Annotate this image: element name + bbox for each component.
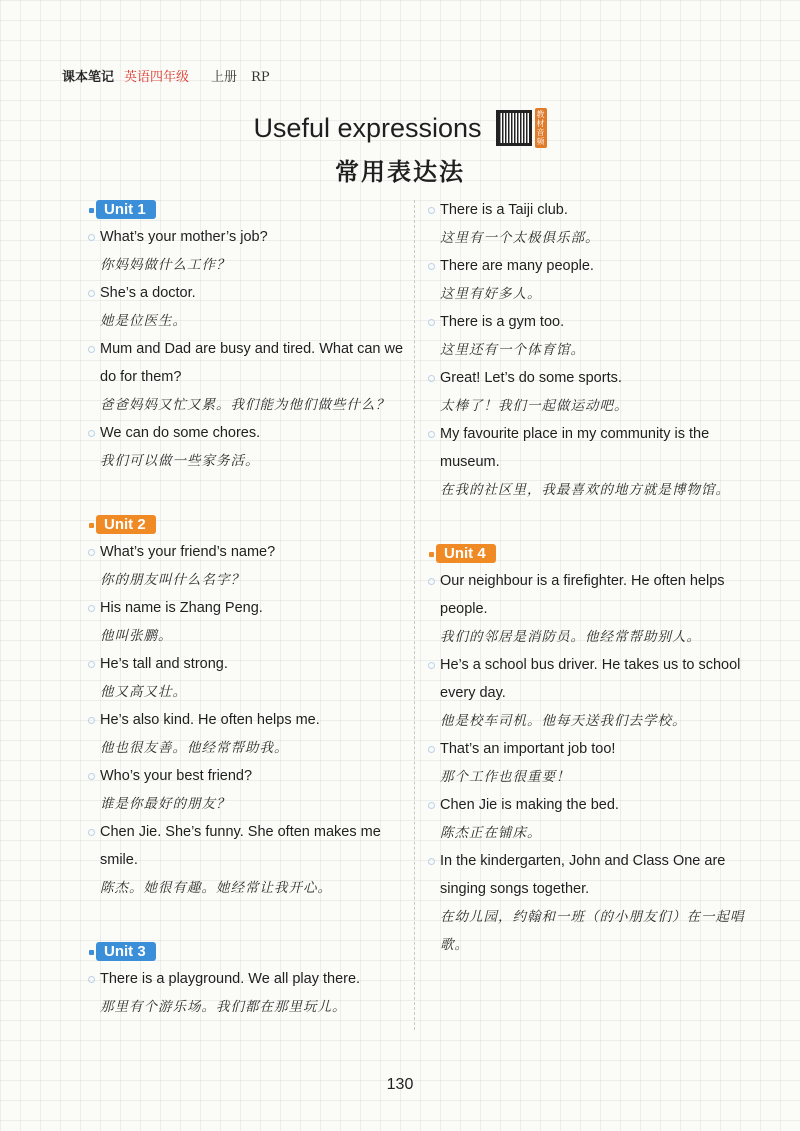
expression-chinese: 在我的社区里，我最喜欢的地方就是博物馆。 — [440, 482, 730, 498]
expression-english: What’s your friend’s name? — [100, 544, 276, 560]
expression-chinese: 这里还有一个体育馆。 — [440, 342, 585, 358]
qr-code-icon[interactable] — [496, 110, 532, 146]
expression-item — [84, 223, 410, 279]
expression-item — [424, 364, 754, 420]
book-name: 课本笔记 — [62, 70, 115, 85]
expression-item — [424, 252, 754, 308]
expression-item — [424, 196, 754, 252]
expression-item — [424, 735, 754, 791]
left-column — [84, 196, 410, 1021]
expression-english: There is a playground. We all play there. — [100, 971, 361, 987]
expression-item — [84, 594, 410, 650]
expression-english: Great! Let’s do some sports. — [440, 370, 622, 386]
expression-chinese: 她是位医生。 — [100, 313, 187, 329]
expression-item — [424, 308, 754, 364]
expression-english: She’s a doctor. — [100, 285, 196, 301]
expression-chinese: 谁是你最好的朋友？ — [100, 796, 231, 812]
grade-label: 英语四年级 — [124, 70, 190, 85]
expression-item — [424, 651, 754, 735]
expression-item — [84, 419, 410, 475]
expression-item — [84, 538, 410, 594]
expression-english: There are many people. — [440, 258, 594, 274]
expression-english: He’s also kind. He often helps me. — [100, 712, 320, 728]
page-title: Useful expressions — [253, 112, 482, 143]
expression-item — [424, 420, 754, 504]
expression-item — [424, 791, 754, 847]
expression-item — [84, 706, 410, 762]
title-english-row — [253, 108, 546, 148]
expression-english: Our neighbour is a firefighter. He often helps people. — [440, 573, 725, 617]
expression-item — [84, 650, 410, 706]
expression-item — [424, 847, 754, 959]
expression-chinese: 他叫张鹏。 — [100, 628, 173, 644]
unit-2-badge: Unit 2 — [96, 515, 156, 534]
expression-chinese: 他是校车司机。他每天送我们去学校。 — [440, 713, 687, 729]
expression-chinese: 在幼儿园，约翰和一班（的小朋友们）在一起唱歌。 — [440, 909, 745, 953]
expression-chinese: 这里有好多人。 — [440, 286, 542, 302]
expression-item — [84, 762, 410, 818]
expression-chinese: 这里有一个太极俱乐部。 — [440, 230, 600, 246]
expression-chinese: 那个工作也很重要！ — [440, 769, 571, 785]
expression-english: Chen Jie is making the bed. — [440, 797, 619, 813]
expression-english: He’s tall and strong. — [100, 656, 228, 672]
unit-4-badge: Unit 4 — [436, 544, 496, 563]
expression-chinese: 他又高又壮。 — [100, 684, 187, 700]
expression-english: He’s a school bus driver. He takes us to school every day. — [440, 657, 741, 701]
expression-chinese: 你妈妈做什么工作？ — [100, 257, 231, 273]
page-subtitle: 常用表达法 — [335, 158, 465, 186]
expression-item — [84, 965, 410, 1021]
expression-english: Mum and Dad are busy and tired. What can we do for them? — [100, 341, 404, 385]
column-divider — [414, 200, 415, 1030]
unit-3-badge: Unit 3 — [96, 942, 156, 961]
expression-english: There is a Taiji club. — [440, 202, 568, 218]
expression-item — [84, 818, 410, 902]
expression-english: We can do some chores. — [100, 425, 261, 441]
expression-english: In the kindergarten, John and Class One are singing songs together. — [440, 853, 726, 897]
expression-chinese: 他也很友善。他经常帮助我。 — [100, 740, 289, 756]
title-block — [0, 108, 800, 187]
expression-english: Chen Jie. She’s funny. She often makes me smile. — [100, 824, 381, 868]
expression-chinese: 陈杰正在铺床。 — [440, 825, 542, 841]
right-column — [424, 196, 754, 959]
expression-english: His name is Zhang Peng. — [100, 600, 263, 616]
expression-chinese: 那里有个游乐场。我们都在那里玩儿。 — [100, 999, 347, 1015]
expression-english: My favourite place in my community is the museum. — [440, 426, 710, 470]
expression-chinese: 你的朋友叫什么名字？ — [100, 572, 245, 588]
expression-item — [424, 567, 754, 651]
unit-1-badge: Unit 1 — [96, 200, 156, 219]
expression-chinese: 我们的邻居是消防员。他经常帮助别人。 — [440, 629, 701, 645]
expression-chinese: 太棒了！我们一起做运动吧。 — [440, 398, 629, 414]
expression-english: Who’s your best friend? — [100, 768, 253, 784]
page-header — [62, 66, 270, 85]
expression-item — [84, 279, 410, 335]
expression-item — [84, 335, 410, 419]
edition-label: RP — [251, 70, 270, 85]
expression-chinese: 我们可以做一些家务活。 — [100, 453, 260, 469]
expression-english: There is a gym too. — [440, 314, 565, 330]
expression-chinese: 爸爸妈妈又忙又累。我们能为他们做些什么？ — [100, 397, 390, 413]
expression-chinese: 陈杰。她很有趣。她经常让我开心。 — [100, 880, 332, 896]
expression-english: What’s your mother’s job? — [100, 229, 268, 245]
term-label: 上册 — [211, 70, 238, 85]
page-number: 130 — [386, 1076, 414, 1093]
expression-english: That’s an important job too! — [440, 741, 616, 757]
audio-tag: 教材音频 — [536, 110, 545, 146]
